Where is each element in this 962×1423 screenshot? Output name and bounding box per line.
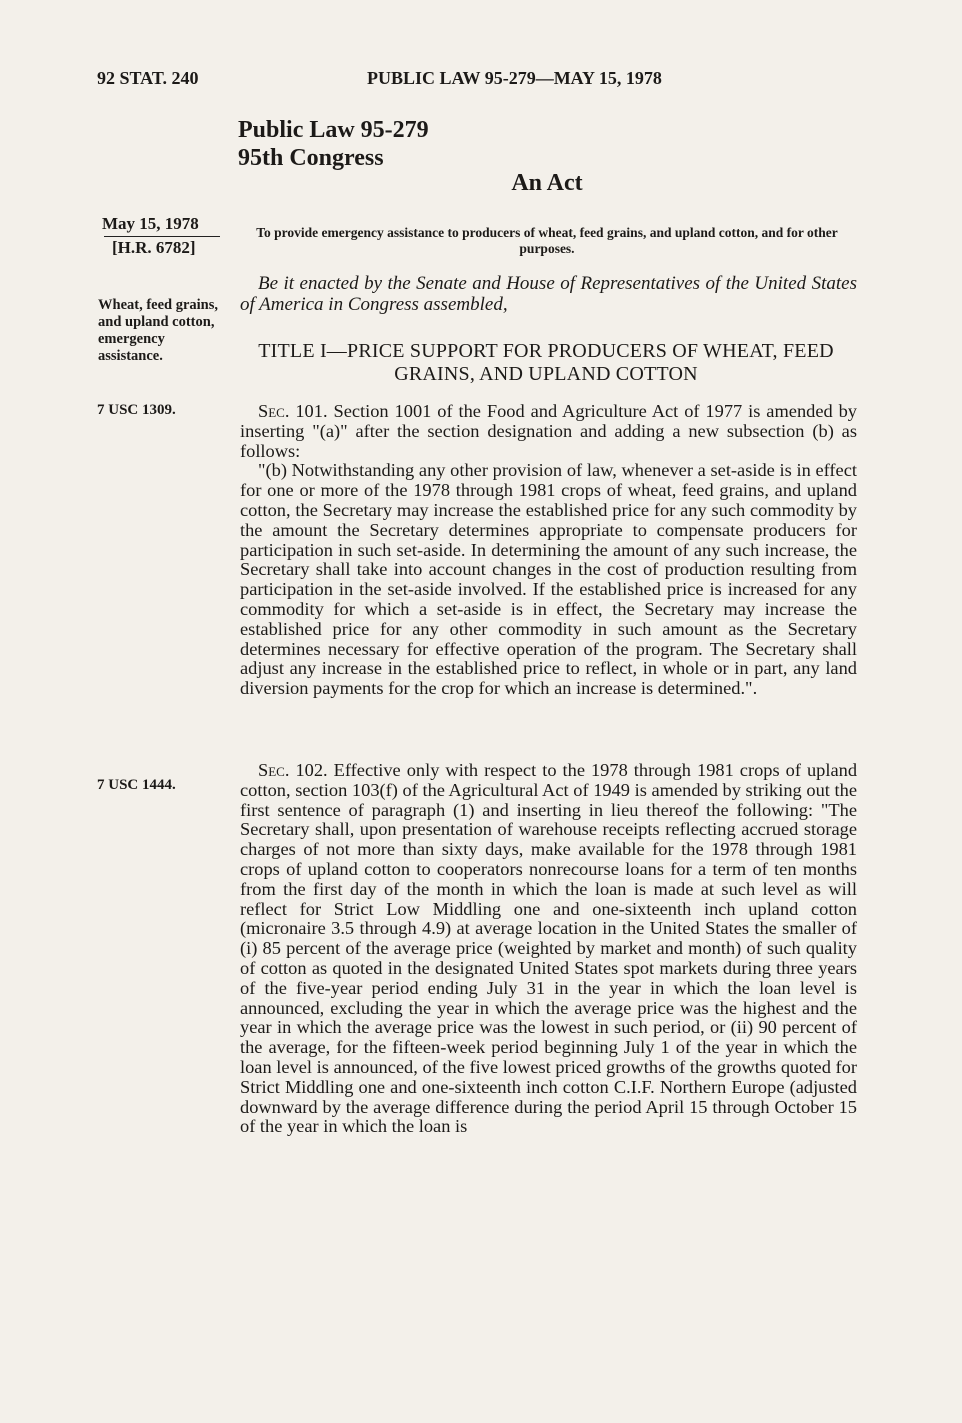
page-citation: 92 STAT. 240: [97, 68, 199, 88]
section-102: [240, 761, 857, 1137]
congress-number: 95th Congress: [238, 145, 384, 171]
section-101-paragraph: [240, 402, 857, 461]
running-head: PUBLIC LAW 95-279—MAY 15, 1978: [367, 68, 662, 88]
section-102-text: Effective only with respect to the 1978 through 1981 crops of upland cotton, section 103(f) of the Agricultural Act of 1949 is amended by striking out the first sentence of paragraph (1) and inserting in lieu thereof the following: "The Secretary shall, upon presentation of warehouse receipts reflecting accrued storage charges of not more than sixty days, make available for the 1978 through 1981 crops of upland cotton to cooperators nonrecourse loans for a term of ten months from the first day of the month in which the loan is made at such level as will reflect for Strict Low Middling one and one-sixteenth inch upland cotton (micronaire 3.5 through 4.9) at average location in the United States the smaller of (i) 85 percent of the average price (weighted by market and month) of such quality of cotton as quoted in the designated United States spot markets during three years of the five-year period ending July 31 in the year in which the loan level is announced, excluding the year in which the average price was the highest and the year in which the average price was the lowest in such period, or (ii) 90 percent of the average, for the fifteen-week period beginning July 1 of the year in which the loan level is announced, of the five lowest priced growths of the growths quoted for Strict Middling one and one-sixteenth inch cotton C.I.F. Northern Europe (adjusted downward by the average difference during the period April 15 through October 15 of the year in which the loan is: [240, 760, 858, 1137]
title-heading: TITLE I—PRICE SUPPORT FOR PRODUCERS OF WHEAT, FEED GRAINS, AND UPLAND COTTON: [258, 340, 834, 385]
section-101-quote: "(b) Notwithstanding any other provision of law, whenever a set-aside is in effect for one or more of the 1978 through 1981 crops of wheat, feed grains, and upland cotton, the Secretary may increase the established price for any such commodity by the amount the Secretary determines appropriate to compensate producers for participation in such set-aside. In determining the amount of any such increase, the Secretary shall take into account changes in the cost of production resulting from participation in the set-aside involved. If the established price is increased for any commodity for which a set-aside is in effect, the Secretary may increase the established price for any other commodity in such amount as the Secretary determines necessary for effective operation of the program. The Secretary shall adjust any increase in the established price to reflect, in whole or in part, any land diversion payments for the crop for which an increase is determined.".: [240, 460, 857, 699]
margin-date: May 15, 1978: [102, 214, 199, 233]
section-101-label: Sec. 101.: [258, 401, 328, 421]
section-102-paragraph: [240, 761, 857, 1137]
section-102-label: Sec. 102.: [258, 760, 328, 780]
margin-topic-note: Wheat, feed grains, and upland cotton, emergency assistance.: [98, 297, 219, 364]
margin-citation-101: 7 USC 1309.: [97, 402, 176, 418]
margin-divider: [104, 236, 220, 237]
section-101-text: Section 1001 of the Food and Agriculture Act of 1977 is amended by inserting "(a)" after the section designation and adding a new subsection (b) as follows:: [240, 401, 857, 461]
act-purpose: To provide emergency assistance to producers of wheat, feed grains, and upland cotton, and for other purposes.: [256, 225, 838, 256]
margin-bill-number: [H.R. 6782]: [112, 238, 196, 257]
margin-citation-102: 7 USC 1444.: [97, 777, 176, 793]
public-law-number: Public Law 95-279: [238, 117, 429, 143]
an-act-heading: An Act: [511, 170, 583, 196]
section-101: [240, 402, 857, 699]
enacting-clause: Be it enacted by the Senate and House of Representatives of the United States of America in Congress assembled,: [240, 273, 857, 315]
